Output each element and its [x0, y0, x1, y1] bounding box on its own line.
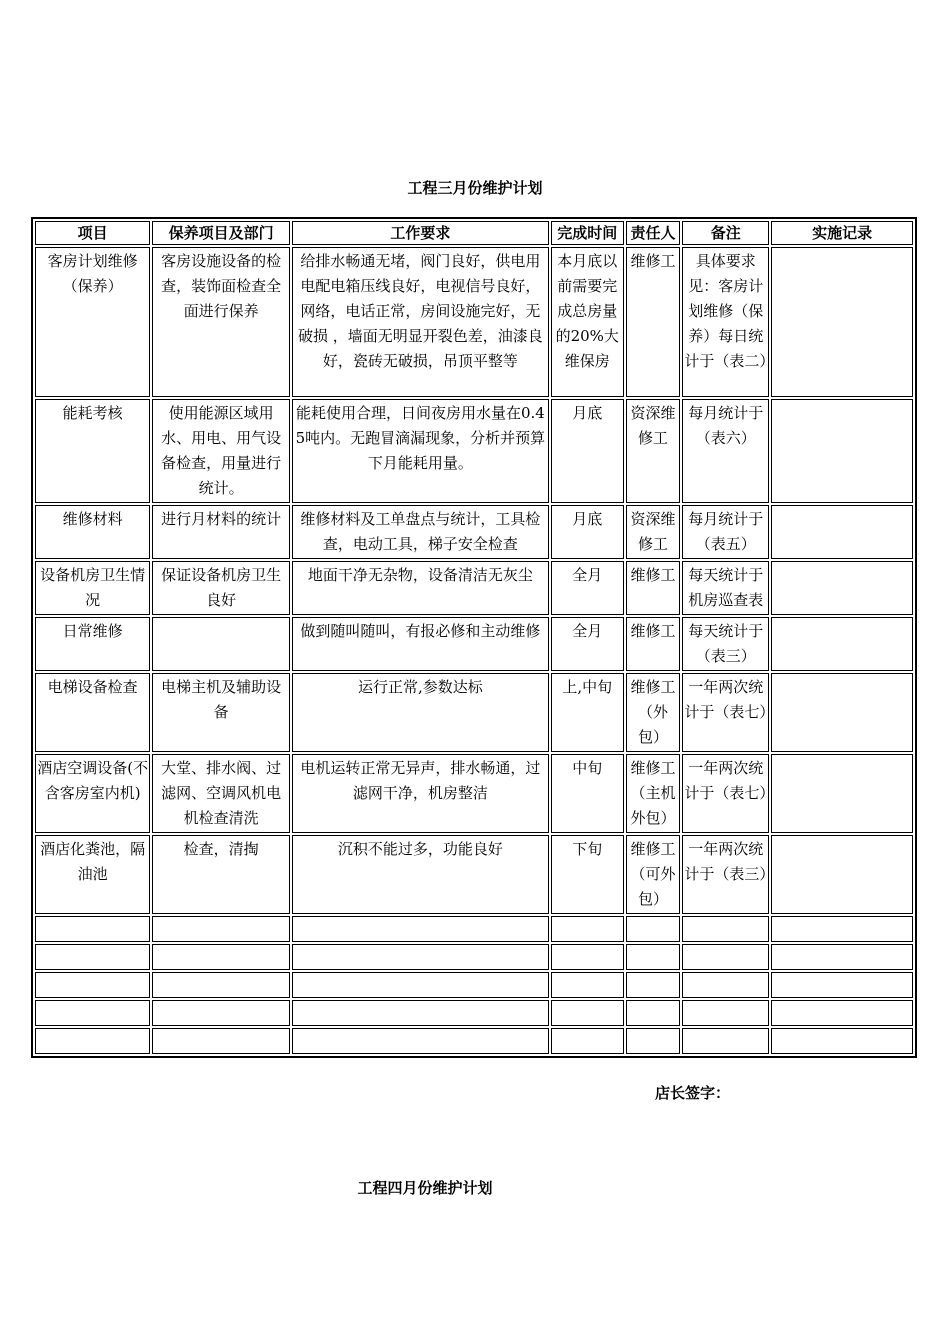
empty-row: [35, 944, 913, 970]
cell-department: [152, 617, 290, 671]
cell-records: [771, 617, 913, 671]
empty-row: [35, 1000, 913, 1026]
table-row: [35, 505, 913, 559]
cell-remarks: 每月统计于（表六）: [682, 399, 769, 503]
cell-completion-time: 上,中旬: [551, 673, 624, 752]
table-row: [35, 399, 913, 503]
cell-records: [771, 835, 913, 914]
cell-department: 电梯主机及辅助设备: [152, 673, 290, 752]
cell-item: 日常维修: [35, 617, 150, 671]
cell-item: 酒店化粪池，隔油池: [35, 835, 150, 914]
manager-signature-label: 店长签字：: [655, 1084, 731, 1102]
cell-responsible: 维修工: [626, 561, 681, 615]
cell-completion-time: 中旬: [551, 754, 624, 833]
cell-department: 进行月材料的统计: [152, 505, 290, 559]
empty-row: [35, 972, 913, 998]
cell-remarks: 每天统计于机房巡查表: [682, 561, 769, 615]
cell-records: [771, 561, 913, 615]
cell-remarks: 每月统计于（表五）: [682, 505, 769, 559]
cell-item: 设备机房卫生情况: [35, 561, 150, 615]
cell-department: 大堂、排水阀、过滤网、空调风机电机检查清洗: [152, 754, 290, 833]
cell-remarks: 一年两次统计于（表三）: [682, 835, 769, 914]
table-row: [35, 617, 913, 671]
table-row: [35, 561, 913, 615]
cell-item: 维修材料: [35, 505, 150, 559]
cell-records: [771, 247, 913, 397]
empty-row: [35, 1028, 913, 1054]
cell-item: 能耗考核: [35, 399, 150, 503]
cell-requirements: 能耗使用合理，日间夜房用水量在0.45吨内。无跑冒滴漏现象，分析并预算下月能耗用量。: [292, 399, 549, 503]
page-title-march: 工程三月份维护计划: [407, 179, 543, 197]
cell-department: 客房设施设备的检查，装饰面检查全面进行保养: [152, 247, 290, 397]
cell-requirements: 给排水畅通无堵，阀门良好，供电用电配电箱压线良好，电视信号良好，网络，电话正常，房间设施完好，无破损 ，墙面无明显开裂色差，油漆良好，瓷砖无破损，吊顶平整等: [292, 247, 549, 397]
cell-responsible: 资深维修工: [626, 399, 681, 503]
cell-department: 使用能源区域用水、用电、用气设备检查，用量进行统计。: [152, 399, 290, 503]
cell-department: 检查，清掏: [152, 835, 290, 914]
cell-requirements: 电机运转正常无异声，排水畅通，过滤网干净，机房整洁: [292, 754, 549, 833]
cell-remarks: 一年两次统计于（表七）: [682, 754, 769, 833]
cell-completion-time: 月底: [551, 505, 624, 559]
table-row: [35, 835, 913, 914]
header-responsible: 责任人: [626, 221, 681, 245]
header-item: 项目: [35, 221, 150, 245]
table-row: [35, 673, 913, 752]
cell-remarks: 一年两次统计于（表七）: [682, 673, 769, 752]
table-row: [35, 247, 913, 397]
cell-requirements: 运行正常,参数达标: [292, 673, 549, 752]
cell-responsible: 资深维修工: [626, 505, 681, 559]
cell-completion-time: 月底: [551, 399, 624, 503]
cell-responsible: 维修工（可外包）: [626, 835, 681, 914]
header-department: 保养项目及部门: [152, 221, 290, 245]
cell-item: 客房计划维修（保养）: [35, 247, 150, 397]
cell-records: [771, 399, 913, 503]
cell-requirements: 维修材料及工单盘点与统计，工具检查，电动工具，梯子安全检查: [292, 505, 549, 559]
cell-item: 酒店空调设备(不含客房室内机): [35, 754, 150, 833]
cell-completion-time: 下旬: [551, 835, 624, 914]
header-remarks: 备注: [682, 221, 769, 245]
cell-responsible: 维修工: [626, 247, 681, 397]
header-records: 实施记录: [771, 221, 913, 245]
cell-completion-time: 全月: [551, 617, 624, 671]
table-row: [35, 754, 913, 833]
cell-remarks: 具体要求见：客房计划维修（保养）每日统计于（表二）: [682, 247, 769, 397]
cell-requirements: 做到随叫随叫，有报必修和主动维修: [292, 617, 549, 671]
maintenance-plan-table: [31, 217, 917, 1058]
cell-requirements: 沉积不能过多，功能良好: [292, 835, 549, 914]
cell-completion-time: 全月: [551, 561, 624, 615]
cell-records: [771, 673, 913, 752]
cell-completion-time: 本月底以前需要完成总房量的20%大维保房: [551, 247, 624, 397]
cell-responsible: 维修工（主机外包）: [626, 754, 681, 833]
cell-requirements: 地面干净无杂物，设备清洁无灰尘: [292, 561, 549, 615]
cell-department: 保证设备机房卫生良好: [152, 561, 290, 615]
cell-remarks: 每天统计于（表三）: [682, 617, 769, 671]
empty-row: [35, 916, 913, 942]
header-completion-time: 完成时间: [551, 221, 624, 245]
page-title-april: 工程四月份维护计划: [357, 1179, 493, 1197]
cell-responsible: 维修工（外包）: [626, 673, 681, 752]
cell-responsible: 维修工: [626, 617, 681, 671]
table-header-row: [35, 221, 913, 245]
cell-records: [771, 754, 913, 833]
cell-records: [771, 505, 913, 559]
cell-item: 电梯设备检查: [35, 673, 150, 752]
header-requirements: 工作要求: [292, 221, 549, 245]
